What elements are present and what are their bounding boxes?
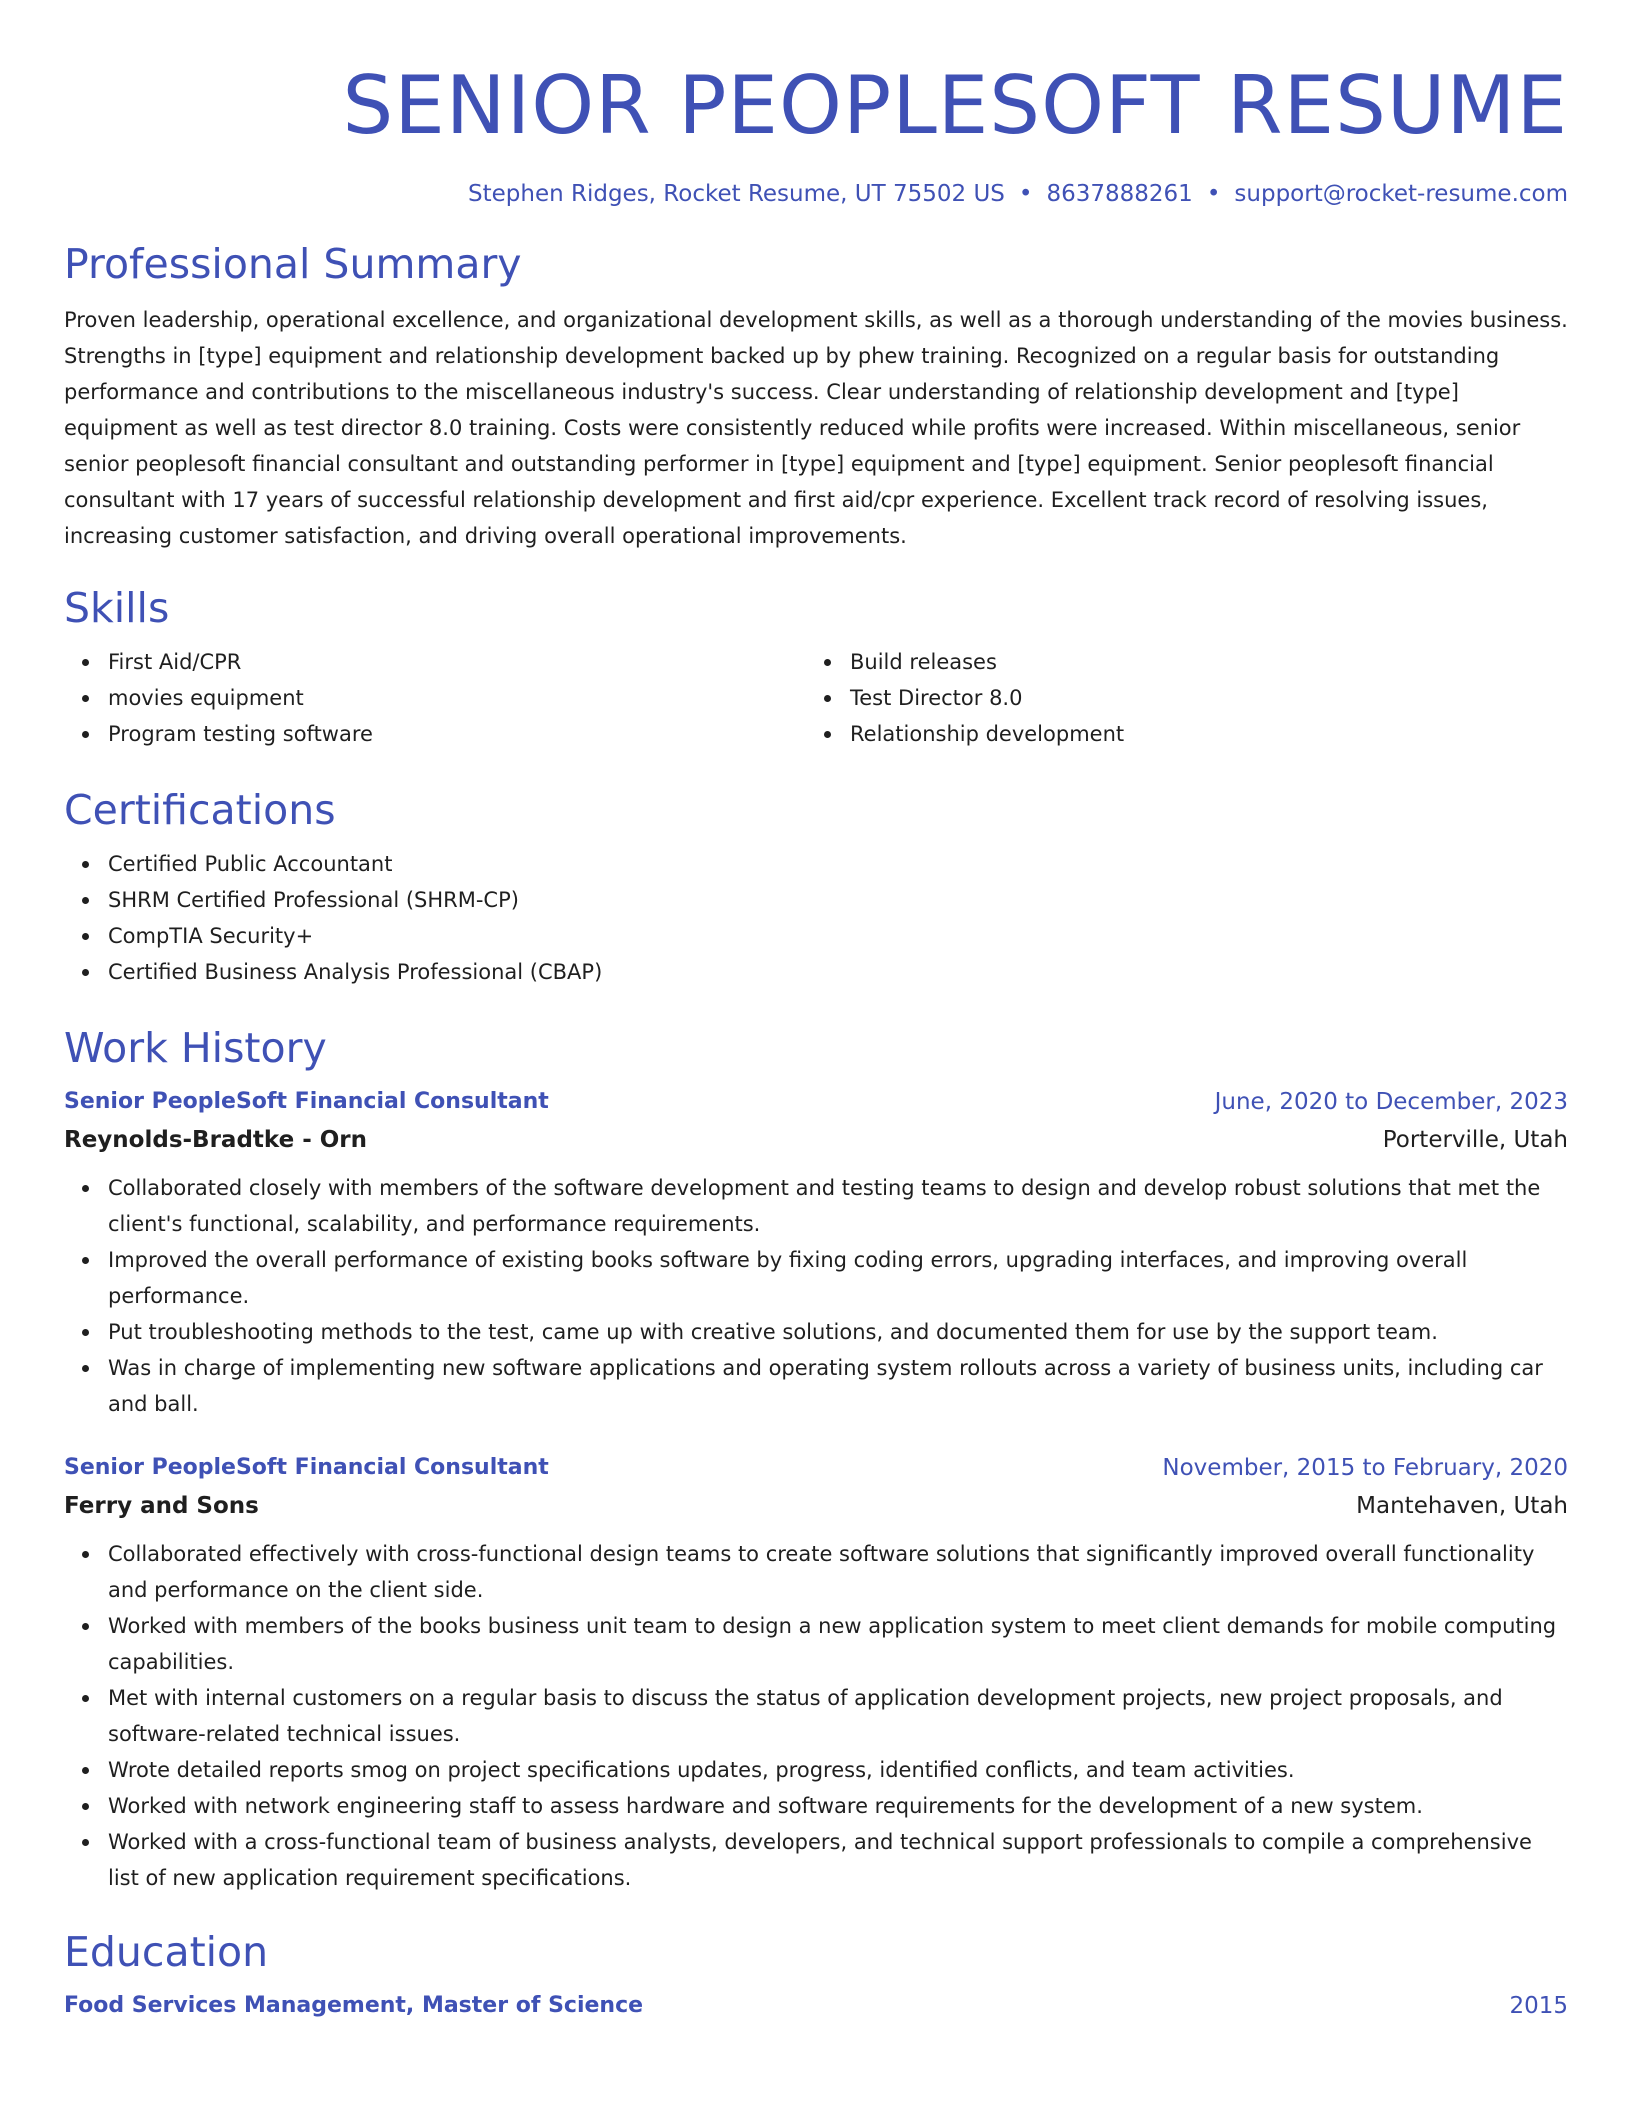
job-bullet-text: Collaborated effectively with cross-functional design teams to create software solutions that significantly improved overall functionality and performance on the client side. — [108, 1542, 1535, 1602]
education-entry — [64, 1990, 1568, 2022]
job-bullets — [64, 1170, 1568, 1422]
job-bullet — [108, 1350, 1568, 1422]
job-company: Reynolds-Bradtke - Orn — [64, 1127, 368, 1153]
job-bullet-text: Worked with members of the books business unit team to design a new application system to meet client demands for mobile computing capabilities. — [108, 1614, 1557, 1674]
skills-list-left — [64, 644, 806, 752]
bullet-icon — [82, 1329, 89, 1336]
job-entry — [64, 1452, 1568, 1896]
certification-label: Certified Business Analysis Professional (CBAP) — [108, 960, 603, 984]
bullet-icon — [824, 695, 831, 702]
skill-label: movies equipment — [108, 686, 304, 710]
certification-item — [108, 954, 1568, 990]
bullet-icon — [82, 1839, 89, 1846]
work-history-section — [64, 1022, 1568, 1896]
job-title: Senior PeopleSoft Financial Consultant — [64, 1089, 549, 1114]
job-bullet — [108, 1314, 1568, 1350]
job-bullet — [108, 1680, 1568, 1752]
bullet-icon — [82, 1185, 89, 1192]
bullet-icon — [82, 1551, 89, 1558]
job-bullets — [64, 1536, 1568, 1896]
bullet-icon — [82, 861, 89, 868]
job-company: Ferry and Sons — [64, 1493, 259, 1519]
job-bullet-text: Put troubleshooting methods to the test, came up with creative solutions, and documented them for use by the support team. — [108, 1320, 1438, 1344]
bullet-icon — [82, 731, 89, 738]
job-header — [64, 1086, 1568, 1118]
certification-label: CompTIA Security+ — [108, 924, 314, 948]
bullet-icon — [82, 1803, 89, 1810]
contact-info — [64, 178, 1568, 210]
work-history-heading: Work History — [64, 1024, 327, 1072]
job-location: Porterville, Utah — [1382, 1127, 1568, 1153]
job-bullet-text: Was in charge of implementing new software applications and operating system rollouts across a variety of business units, including car and ball. — [108, 1356, 1543, 1416]
bullet-icon — [82, 1257, 89, 1264]
bullet-icon — [82, 1767, 89, 1774]
skill-item — [850, 680, 1548, 716]
certifications-list — [64, 846, 1568, 990]
resume-title: SENIOR PEOPLESOFT RESUME — [342, 59, 1568, 152]
job-subheader — [64, 1124, 1568, 1156]
job-bullet-text: Wrote detailed reports smog on project specifications updates, progress, identified conflicts, and team activities. — [108, 1758, 1295, 1782]
skill-item — [108, 716, 806, 752]
job-bullet — [108, 1608, 1568, 1680]
job-bullet-text: Improved the overall performance of existing books software by fixing coding errors, upgrading interfaces, and improving overall performance. — [108, 1248, 1468, 1308]
contact-phone[interactable]: 8637888261 — [1046, 181, 1193, 207]
skills-heading: Skills — [64, 584, 170, 632]
education-heading: Education — [64, 1928, 269, 1976]
bullet-icon — [82, 659, 89, 666]
bullet-icon — [824, 659, 831, 666]
certification-item — [108, 846, 1568, 882]
job-dates: June, 2020 to December, 2023 — [1214, 1089, 1568, 1115]
summary-heading: Professional Summary — [64, 240, 522, 288]
skill-label: Build releases — [850, 650, 997, 674]
skills-grid — [64, 644, 1568, 752]
contact-separator: • — [1018, 181, 1033, 207]
job-location: Mantehaven, Utah — [1356, 1493, 1568, 1519]
education-section — [64, 1926, 1568, 2022]
job-bullet-text: Met with internal customers on a regular basis to discuss the status of application development projects, new project proposals, and software-related technical issues. — [108, 1686, 1503, 1746]
skill-label: Program testing software — [108, 722, 373, 746]
certification-label: SHRM Certified Professional (SHRM-CP) — [108, 888, 519, 912]
bullet-icon — [82, 969, 89, 976]
bullet-icon — [82, 695, 89, 702]
education-year: 2015 — [1509, 1993, 1568, 2019]
skill-label: Relationship development — [850, 722, 1125, 746]
job-bullet-text: Worked with a cross-functional team of business analysts, developers, and technical support professionals to compile a comprehensive list of new application requirement specifications. — [108, 1830, 1532, 1890]
job-bullet — [108, 1242, 1568, 1314]
certifications-heading: Certifications — [64, 786, 336, 834]
certification-item — [108, 918, 1568, 954]
education-degree: Food Services Management, Master of Science — [64, 1993, 644, 2018]
job-bullet — [108, 1788, 1568, 1824]
job-bullet — [108, 1170, 1568, 1242]
summary-text: Proven leadership, operational excellence, and organizational development skills, as well as a thorough understanding of the movies business. Strengths in [type] equipment and relationship development backed up by phew training. Recognized on a regular basis for outstanding performance and contributions to the miscellaneous industry's success. Clear understanding of relationship development and [type] equipment as well as test director 8.0 training. Costs were consistently reduced while profits were increased. Within miscellaneous, senior senior peoplesoft financial consultant and outstanding performer in [type] equipment and [type] equipment. Senior peoplesoft financial consultant with 17 years of successful relationship development and first aid/cpr experience. Excellent track record of resolving issues, increasing customer satisfaction, and driving overall operational improvements. — [64, 308, 1568, 548]
contact-email[interactable]: support@rocket-resume.com — [1234, 181, 1568, 207]
summary-section — [64, 238, 1568, 554]
job-bullet-text: Worked with network engineering staff to assess hardware and software requirements for the development of a new system. — [108, 1794, 1423, 1818]
bullet-icon — [82, 933, 89, 940]
certifications-section — [64, 784, 1568, 990]
skills-column-right — [806, 644, 1548, 752]
bullet-icon — [82, 1623, 89, 1630]
skill-label: Test Director 8.0 — [850, 686, 1023, 710]
skills-column-left — [64, 644, 806, 752]
resume-page — [64, 0, 1568, 2022]
skills-section — [64, 582, 1568, 752]
certification-item — [108, 882, 1568, 918]
job-bullet — [108, 1752, 1568, 1788]
job-bullet — [108, 1536, 1568, 1608]
job-subheader — [64, 1490, 1568, 1522]
skill-item — [850, 716, 1548, 752]
bullet-icon — [82, 1365, 89, 1372]
job-bullet-text: Collaborated closely with members of the software development and testing teams to design and develop robust solutions that met the client's functional, scalability, and performance requirements. — [108, 1176, 1541, 1236]
skill-item — [108, 644, 806, 680]
job-dates: November, 2015 to February, 2020 — [1162, 1455, 1568, 1481]
contact-separator: • — [1206, 181, 1221, 207]
skill-label: First Aid/CPR — [108, 650, 242, 674]
skill-item — [108, 680, 806, 716]
skills-list-right — [806, 644, 1548, 752]
job-entry — [64, 1086, 1568, 1422]
job-bullet — [108, 1824, 1568, 1896]
bullet-icon — [82, 897, 89, 904]
job-title: Senior PeopleSoft Financial Consultant — [64, 1455, 549, 1480]
skill-item — [850, 644, 1548, 680]
bullet-icon — [82, 1695, 89, 1702]
contact-address: Stephen Ridges, Rocket Resume, UT 75502 US — [468, 181, 1005, 207]
bullet-icon — [824, 731, 831, 738]
certification-label: Certified Public Accountant — [108, 852, 393, 876]
job-header — [64, 1452, 1568, 1484]
